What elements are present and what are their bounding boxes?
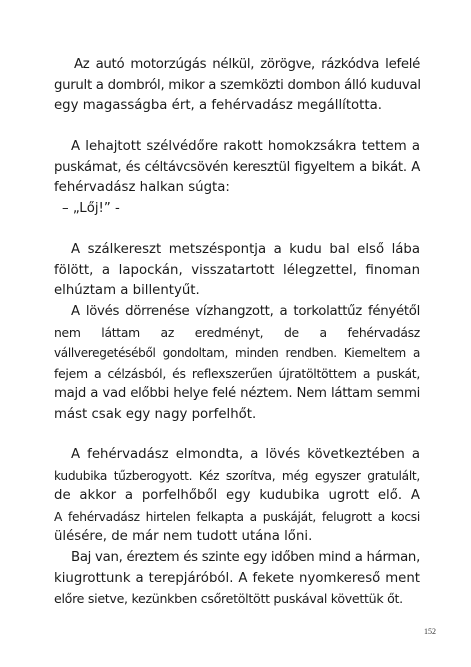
text-line: fölött, a lapockán, visszatartott lélegzettel, finoman xyxy=(54,262,420,278)
text-line: A szálkereszt metszéspontja a kudu bal első lába xyxy=(71,242,420,257)
text-line: vállveregetéséből gondoltam, minden rendben. Kiemeltem a xyxy=(54,346,420,361)
text-line: nem láttam az eredményt, de a fehérvadász xyxy=(54,325,420,340)
text-line: A fehérvadász hirtelen felkapta a puskáját, felugrott a kocsi xyxy=(54,509,420,524)
paragraph-2 xyxy=(54,137,420,219)
text-line: – „Lőj!” - xyxy=(62,200,120,216)
text-line: A lövés dörrenése vízhangzott, a torkolattűz fényétől xyxy=(71,304,420,319)
text-line: elhúztam a billentyűt. xyxy=(54,283,200,299)
text-line: előre sietve, kezünkben csőretöltött puskával követtük őt. xyxy=(54,591,403,607)
text-line: majd a vad előbbi helye felé néztem. Nem láttam semmi xyxy=(54,386,420,402)
text-line: gurult a dombról, mikor a szemközti dombon álló kuduval xyxy=(54,77,421,93)
paragraph-1 xyxy=(54,55,420,117)
text-line: Az autó motorzúgás nélkül, zörögve, rázkódva lefelé xyxy=(74,57,420,72)
paragraph-4 xyxy=(54,302,420,426)
page-number: 152 xyxy=(424,627,436,636)
paragraph-6 xyxy=(54,548,420,610)
paragraph-3 xyxy=(54,240,420,302)
text-line: Baj van, éreztem és szinte egy időben mind a hárman, xyxy=(71,550,420,565)
text-line: A fehérvadász elmondta, a lövés következtében a xyxy=(71,447,420,462)
text-line: ülésére, de már nem tudott utána lőni. xyxy=(54,529,313,545)
paragraph-5 xyxy=(54,445,420,548)
text-line: de akkor a porfelhőből egy kudubika ugrott elő. A xyxy=(54,488,420,504)
text-line: puskámat, és céltávcsövén keresztül figyeltem a bikát. A xyxy=(54,159,420,175)
text-line: egy magasságba ért, a fehérvadász megállította. xyxy=(54,98,382,114)
text-line: fejem a célzásból, és reflexszerűen újratöltöttem a puskát, xyxy=(54,365,420,381)
text-line: A lehajtott szélvédőre rakott homokzsákra tettem a xyxy=(71,139,420,154)
text-line: fehérvadász halkan súgta: xyxy=(54,180,230,196)
text-line: kiugrottunk a terepjáróból. A fekete nyomkereső ment xyxy=(54,570,420,586)
text-line: mást csak egy nagy porfelhőt. xyxy=(54,406,257,422)
text-line: kudubika tűzberogyott. Kéz szorítva, még egyszer gratulált, xyxy=(54,468,420,483)
